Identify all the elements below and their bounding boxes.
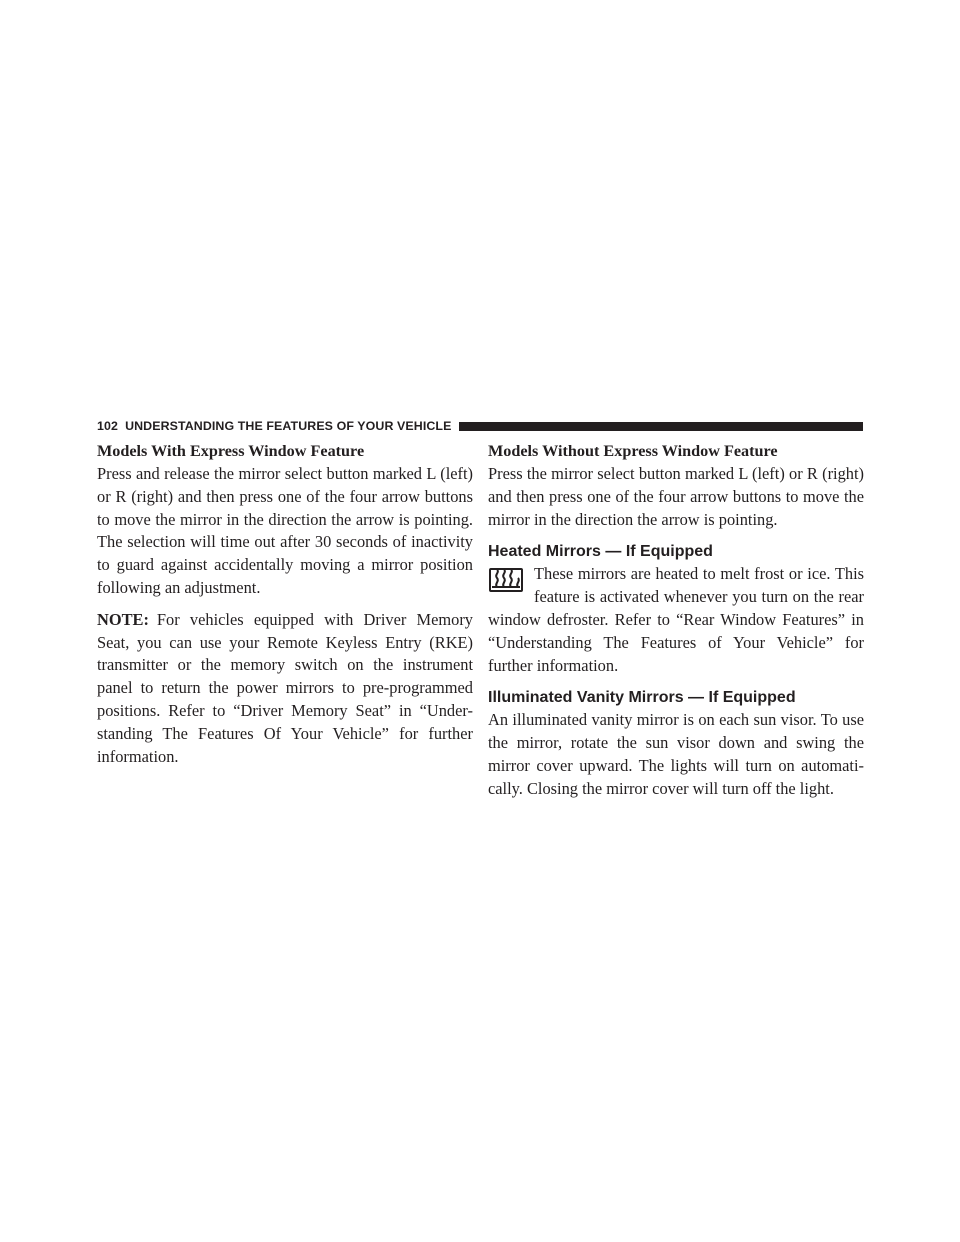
- note-text: For vehicles equipped with Driver Memory Seat, you can use your Remote Keyless Entry (RKE) transmitter or the memory switch on the instrument panel to return the power mirrors to pre-programmed positions. Refer to “Driver Memory Seat” in “Under-standing The Features Of Your Vehicle” for further information.: [97, 609, 473, 766]
- left-column: [97, 440, 473, 768]
- vanity-mirrors-heading: Illuminated Vanity Mirrors — If Equipped: [488, 689, 796, 707]
- header-rule: [459, 422, 863, 431]
- rear-defroster-icon: [489, 568, 523, 592]
- express-window-heading: Models With Express Window Feature: [97, 442, 365, 460]
- express-window-paragraph: Press and release the mirror select button marked L (left) or R (right) and then press one of the four arrow buttons to move the mirror in the direction the arrow is pointing. The selection will time out after 30 seconds of inactivity to guard against accidentally moving a mirror position following an adjustment.: [97, 464, 473, 597]
- vanity-mirrors-paragraph: An illuminated vanity mirror is on each sun visor. To use the mirror, rotate the sun visor down and swing the mirror cover upward. The lights will turn on automati-cally. Closing the mirror cover will turn off the light.: [488, 710, 864, 798]
- note-paragraph: [97, 609, 473, 769]
- heated-mirrors-block: [488, 563, 864, 677]
- note-label: NOTE:: [97, 609, 149, 629]
- heated-mirrors-paragraph: These mirrors are heated to melt frost or ice. This feature is activated whenever you turn on the rear window defroster. Refer to “Rear Window Features” in “Understanding The Features of Your Vehicle” for further information.: [488, 564, 864, 675]
- page-header-text: [97, 419, 459, 433]
- page-number: 102: [97, 419, 118, 433]
- section-title: UNDERSTANDING THE FEATURES OF YOUR VEHICLE: [125, 419, 452, 433]
- page-header: [97, 419, 863, 433]
- right-column: [488, 440, 864, 801]
- without-express-heading: Models Without Express Window Feature: [488, 442, 778, 460]
- without-express-paragraph: Press the mirror select button marked L (left) or R (right) and then press one of the four arrow buttons to move the mirror in the direction the arrow is pointing.: [488, 464, 864, 529]
- heated-mirrors-heading: Heated Mirrors — If Equipped: [488, 543, 713, 561]
